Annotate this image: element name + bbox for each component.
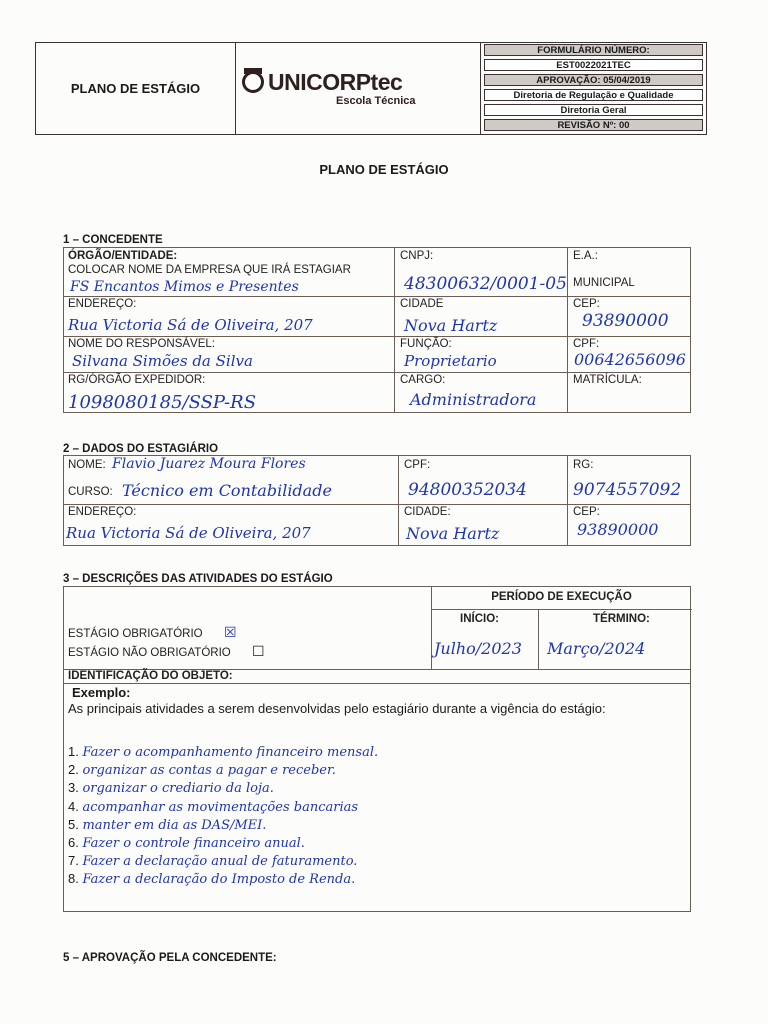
nao-obrigatorio-checkbox[interactable]: ☐ (252, 643, 265, 659)
orgao-label: ÓRGÃO/ENTIDADE: (68, 250, 178, 262)
activities-list (68, 743, 668, 889)
cidade-label: CIDADE: (404, 506, 451, 518)
matricula-label: MATRÍCULA: (573, 374, 642, 386)
orgao-value[interactable]: FS Encantos Mimos e Presentes (70, 279, 299, 295)
termino-label: TÉRMINO: (593, 613, 650, 625)
periodo-label: PERÍODO DE EXECUÇÃO (491, 591, 632, 603)
graduation-cap-icon (242, 71, 264, 93)
document-title: PLANO DE ESTÁGIO (319, 162, 449, 177)
cidade-value[interactable]: Nova Hartz (406, 524, 500, 543)
ea-label: E.A.: (573, 250, 598, 262)
cidade-label: CIDADE (400, 298, 444, 310)
exemplo-text: As principais atividades a serem desenvolvidas pelo estagiário durante a vigência do estágio: (68, 701, 606, 716)
cargo-label: CARGO: (400, 374, 446, 386)
responsavel-label: NOME DO RESPONSÁVEL: (68, 338, 215, 350)
form-meta (481, 43, 706, 134)
inicio-label: INÍCIO: (460, 613, 499, 625)
form-number-label: FORMULÁRIO NÚMERO: (484, 44, 703, 56)
cidade-value[interactable]: Nova Hartz (404, 316, 498, 335)
cpf-label: CPF: (404, 459, 431, 471)
activity-item: 1. Fazer o acompanhamento financeiro mensal. (68, 744, 379, 760)
exemplo-label: Exemplo: (72, 685, 131, 700)
termino-value[interactable]: Março/2024 (547, 639, 646, 658)
endereco-value[interactable]: Rua Victoria Sá de Oliveira, 207 (68, 316, 313, 334)
endereco-label: ENDEREÇO: (68, 298, 137, 310)
general-directorate: Diretoria Geral (484, 104, 703, 116)
curso-label: CURSO: (68, 486, 113, 498)
inicio-value[interactable]: Julho/2023 (434, 639, 522, 658)
cargo-value[interactable]: Administradora (410, 390, 537, 409)
nome-value[interactable]: Flavio Juarez Moura Flores (112, 456, 306, 472)
logo-subtitle: Escola Técnica (336, 95, 416, 107)
activity-item: 2. organizar as contas a pagar e receber. (68, 762, 336, 779)
ea-value: MUNICIPAL (573, 277, 635, 289)
rg-value[interactable]: 1098080185/SSP-RS (68, 392, 257, 413)
orgao-instruction: COLOCAR NOME DA EMPRESA QUE IRÁ ESTAGIAR (68, 264, 351, 276)
responsavel-value[interactable]: Silvana Simões da Silva (72, 352, 253, 370)
endereco-value[interactable]: Rua Victoria Sá de Oliveira, 207 (66, 524, 311, 542)
identificacao-label: IDENTIFICAÇÃO DO OBJETO: (68, 670, 233, 682)
cep-label: CEP: (573, 506, 600, 518)
form-header (35, 42, 707, 135)
approval-date: APROVAÇÃO: 05/04/2019 (484, 74, 703, 86)
cap-icon (244, 68, 262, 74)
cep-value[interactable]: 93890000 (577, 520, 659, 539)
rg-value[interactable]: 9074557092 (573, 480, 682, 500)
form-number: EST0022021TEC (484, 59, 703, 71)
revision: REVISÃO Nº: 00 (484, 119, 703, 131)
activity-item: 6. Fazer o controle financeiro anual. (68, 835, 305, 852)
section2-title: 2 – DADOS DO ESTAGIÁRIO (63, 443, 219, 455)
cep-value[interactable]: 93890000 (582, 311, 669, 331)
section5-title: 5 – APROVAÇÃO PELA CONCEDENTE: (63, 952, 277, 964)
concedente-table (63, 247, 691, 413)
section3-title: 3 – DESCRIÇÕES DAS ATIVIDADES DO ESTÁGIO (63, 573, 333, 585)
cep-label: CEP: (573, 298, 600, 310)
atividades-table (63, 586, 691, 912)
endereco-label: ENDEREÇO: (68, 506, 137, 518)
section1-title: 1 – CONCEDENTE (63, 234, 163, 246)
activity-item: 4. acompanhar as movimentações bancarias (68, 798, 359, 815)
activity-item: 8. Fazer a declaração do Imposto de Renda. (68, 871, 356, 888)
obrigatorio-checkbox[interactable]: ☒ (224, 624, 237, 640)
curso-value[interactable]: Técnico em Contabilidade (122, 481, 332, 500)
cpf-label: CPF: (573, 338, 600, 350)
cnpj-label: CNPJ: (400, 250, 434, 262)
rg-label: RG: (573, 459, 594, 471)
funcao-label: FUNÇÃO: (400, 338, 452, 350)
directorate: Diretoria de Regulação e Qualidade (484, 89, 703, 101)
nao-obrigatorio-label: ESTÁGIO NÃO OBRIGATÓRIO (68, 647, 231, 659)
header-title: PLANO DE ESTÁGIO (36, 43, 236, 134)
activity-item: 3. organizar o crediario da loja. (68, 780, 274, 797)
activity-item: 7. Fazer a declaração anual de faturamento. (68, 853, 358, 870)
estagiario-table (63, 455, 691, 546)
cpf-value[interactable]: 94800352034 (408, 480, 527, 500)
nome-label: NOME: (68, 459, 106, 471)
funcao-value[interactable]: Proprietario (404, 352, 497, 370)
obrigatorio-label: ESTÁGIO OBRIGATÓRIO (68, 628, 203, 640)
logo-block (236, 43, 481, 134)
rg-label: RG/ÓRGÃO EXPEDIDOR: (68, 374, 206, 386)
logo-name: UNICORPtec (268, 69, 403, 95)
cnpj-value[interactable]: 48300632/0001-05 (404, 274, 567, 294)
cpf-value[interactable]: 00642656096 (574, 350, 686, 369)
activity-item: 5. manter em dia as DAS/MEI. (68, 816, 267, 833)
